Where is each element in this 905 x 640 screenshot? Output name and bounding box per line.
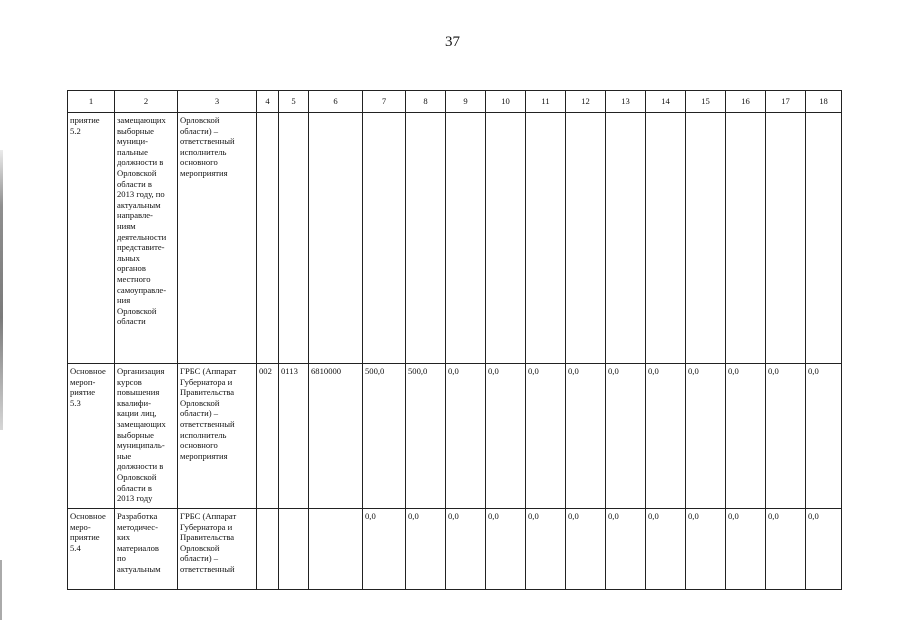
cell-text: 0,0 xyxy=(648,511,659,521)
column-header: 6 xyxy=(309,91,363,113)
table-cell xyxy=(363,364,406,509)
cell-text: 0,0 xyxy=(768,511,779,521)
table-cell xyxy=(526,364,566,509)
column-header: 2 xyxy=(115,91,178,113)
table-cell xyxy=(726,113,766,364)
table-cell xyxy=(806,509,842,590)
cell-text: 0,0 xyxy=(728,511,739,521)
cell-text: 6810000 xyxy=(311,366,342,376)
table-header-row xyxy=(68,91,842,113)
table-cell xyxy=(686,113,726,364)
table-cell xyxy=(606,113,646,364)
cell-text: 002 xyxy=(259,366,272,376)
cell-text: 0,0 xyxy=(688,366,699,376)
cell-text: ГРБС (Аппарат Губернатора и Правительства Орловской области) – ответственный исполнитель основного мероприятия xyxy=(180,366,237,461)
cell-text: 0,0 xyxy=(408,511,419,521)
table-body xyxy=(68,91,842,590)
cell-text: ГРБС (Аппарат Губернатора и Правительства Орловской области) – ответственный xyxy=(180,511,237,574)
table-cell xyxy=(806,364,842,509)
cell-text: 0,0 xyxy=(688,511,699,521)
scan-edge-artifact-lower xyxy=(0,560,2,620)
cell-text: 0,0 xyxy=(448,511,459,521)
cell-text: 500,0 xyxy=(408,366,428,376)
table-cell xyxy=(178,509,257,590)
table-cell xyxy=(446,113,486,364)
table-cell xyxy=(566,113,606,364)
table-cell xyxy=(115,113,178,364)
cell-text: 0,0 xyxy=(728,366,739,376)
table-cell xyxy=(766,113,806,364)
table-cell xyxy=(309,113,363,364)
table-cell xyxy=(68,509,115,590)
column-header: 5 xyxy=(279,91,309,113)
table-cell xyxy=(446,509,486,590)
column-header: 3 xyxy=(178,91,257,113)
table-cell xyxy=(406,364,446,509)
cell-text: 0113 xyxy=(281,366,298,376)
cell-text: Основное меро- приятие 5.4 xyxy=(70,511,106,553)
table-cell xyxy=(115,364,178,509)
table-cell xyxy=(486,364,526,509)
table-cell xyxy=(686,509,726,590)
table-row xyxy=(68,364,842,509)
table-row xyxy=(68,509,842,590)
table-cell xyxy=(363,113,406,364)
table-cell xyxy=(566,364,606,509)
table-cell xyxy=(406,509,446,590)
table-cell xyxy=(726,509,766,590)
table-cell xyxy=(686,364,726,509)
table-cell xyxy=(566,509,606,590)
table-cell xyxy=(486,113,526,364)
cell-text: 0,0 xyxy=(528,366,539,376)
table-cell xyxy=(257,364,279,509)
scan-edge-artifact xyxy=(0,150,3,430)
program-table xyxy=(67,90,842,590)
cell-text: Основное мероп- риятие 5.3 xyxy=(70,366,106,408)
table-cell xyxy=(806,113,842,364)
table-cell xyxy=(646,364,686,509)
page-number: 37 xyxy=(445,34,460,50)
cell-text: 500,0 xyxy=(365,366,385,376)
column-header: 12 xyxy=(566,91,606,113)
table-cell xyxy=(606,509,646,590)
cell-text: 0,0 xyxy=(528,511,539,521)
table-cell xyxy=(526,509,566,590)
table-cell xyxy=(178,364,257,509)
table-cell xyxy=(766,364,806,509)
cell-text: 0,0 xyxy=(568,366,579,376)
column-header: 15 xyxy=(686,91,726,113)
table-cell xyxy=(646,509,686,590)
cell-text: Орловской области) – ответственный исполнитель основного мероприятия xyxy=(180,115,235,178)
cell-text: 0,0 xyxy=(808,366,819,376)
cell-text: Организация курсов повышения квалифи- кации лиц, замещающих выборные муниципаль- ные должности в Орловской области в 2013 году xyxy=(117,366,166,504)
column-header: 7 xyxy=(363,91,406,113)
column-header: 10 xyxy=(486,91,526,113)
cell-text: 0,0 xyxy=(488,366,499,376)
table-cell xyxy=(257,113,279,364)
cell-text: 0,0 xyxy=(448,366,459,376)
column-header: 9 xyxy=(446,91,486,113)
table-cell xyxy=(68,364,115,509)
table-cell xyxy=(486,509,526,590)
table-cell xyxy=(406,113,446,364)
table-cell xyxy=(606,364,646,509)
cell-text: 0,0 xyxy=(365,511,376,521)
table-cell xyxy=(766,509,806,590)
column-header: 14 xyxy=(646,91,686,113)
table-cell xyxy=(446,364,486,509)
table-cell xyxy=(363,509,406,590)
cell-text: приятие 5.2 xyxy=(70,115,100,136)
cell-text: 0,0 xyxy=(568,511,579,521)
table-cell xyxy=(279,364,309,509)
table-cell xyxy=(726,364,766,509)
column-header: 8 xyxy=(406,91,446,113)
table-cell xyxy=(279,113,309,364)
table-cell xyxy=(257,509,279,590)
cell-text: Разработка методичес- ких материалов по актуальным xyxy=(117,511,161,574)
table-cell xyxy=(646,113,686,364)
cell-text: 0,0 xyxy=(768,366,779,376)
cell-text: 0,0 xyxy=(808,511,819,521)
table-cell xyxy=(309,364,363,509)
cell-text: 0,0 xyxy=(488,511,499,521)
cell-text: 0,0 xyxy=(648,366,659,376)
column-header: 11 xyxy=(526,91,566,113)
table-cell xyxy=(309,509,363,590)
column-header: 1 xyxy=(68,91,115,113)
table-cell xyxy=(68,113,115,364)
table-row xyxy=(68,113,842,364)
cell-text: 0,0 xyxy=(608,511,619,521)
column-header: 13 xyxy=(606,91,646,113)
table-cell xyxy=(115,509,178,590)
column-header: 17 xyxy=(766,91,806,113)
column-header: 16 xyxy=(726,91,766,113)
table-cell xyxy=(526,113,566,364)
cell-text: 0,0 xyxy=(608,366,619,376)
table-cell xyxy=(279,509,309,590)
column-header: 4 xyxy=(257,91,279,113)
column-header: 18 xyxy=(806,91,842,113)
table-cell xyxy=(178,113,257,364)
cell-text: замещающих выборные муници- пальные должности в Орловской области в 2013 году, по актуальным направле- ниям деятельности представите- льных органов местного самоуправле- ния Орловской области xyxy=(117,115,167,327)
